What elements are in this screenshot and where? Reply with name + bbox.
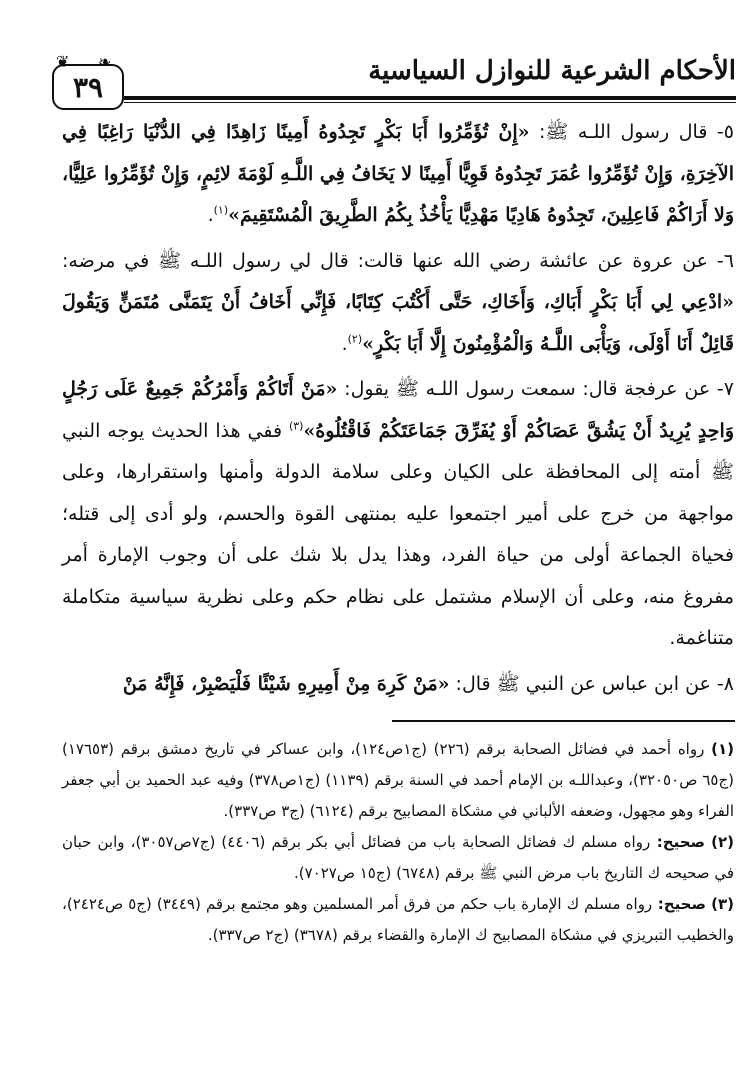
footnote-ref: (٢) <box>347 332 363 346</box>
footnote-number: (٣) <box>711 895 734 913</box>
footnote-2 <box>62 827 734 889</box>
footnote-ref: (٣) <box>288 419 304 433</box>
footnote-grade: صحيح: <box>652 895 706 913</box>
footnote-text: رواه أحمد في فضائل الصحابة برقم (٢٢٦) (ج١ص١٢٤)، وابن عساكر في تاريخ دمشق برقم (١٧٦٥٣) (ج٦٥ ص٣٢٠٥٠)، وعبداللـه بن الإمام أحمد في السنة برقم (١١٣٩) (ج١ص٣٧٨) وفيه عبد الحميد بن أبي جعفر الفراء وهو مجهول، وضعفه الألباني في مشكاة المصابيح برقم (٦١٢٤) (ج٣ ص٣٣٧). <box>62 740 734 820</box>
main-text <box>62 112 734 709</box>
running-title: الأحكام الشرعية للنوازل السياسية <box>368 56 736 86</box>
hadith-7 <box>62 369 734 660</box>
page-number: ٣٩ <box>72 70 104 104</box>
footnote-number: (٢) <box>711 833 735 851</box>
hadith-quote: «مَنْ كَرِهَ مِنْ أَمِيرِهِ شَيْئًا فَلْيَصْبِرْ، فَإِنَّهُ مَنْ <box>122 672 450 695</box>
hadith-commentary: ففي هذا الحديث يوجه النبي ﷺ أمته إلى المحافظة على الكيان وعلى سلامة الدولة وأمنها واستقرارها، وعلى مواجهة من خرج على أمير اجتمعوا عليه بمنتهى القوة والحسم، ولو أدى إلى قتله؛ فحياة الجماعة أولى من حياة الفرد، وهذا يدل بلا شك على أن وجوب الإمارة أمر مفروغ منه، وعلى أن الإسلام مشتمل على نظام حكم وعلى نظرية سياسية متكاملة متناغمة. <box>62 419 734 649</box>
hadith-8 <box>62 664 734 706</box>
footnote-text: رواه مسلم ك فضائل الصحابة باب من فضائل أبي بكر برقم (٤٤٠٦) (ج٧ص٣٠٥٧)، وابن حبان في صحيحه ك التاريخ باب مرض النبي ﷺ برقم (٦٧٤٨) (ج١٥ ص٧٠٢٧). <box>62 833 734 882</box>
page-header <box>0 0 750 110</box>
hadith-intro: ٥- قال رسول اللـه ﷺ: <box>529 121 734 143</box>
footnote-1 <box>62 734 734 827</box>
header-rule-thick <box>124 96 736 100</box>
footnotes <box>62 734 734 951</box>
hadith-quote: «مَنْ أَتَاكُمْ وَأَمْرُكُمْ جَمِيعٌ عَلَى رَجُلٍ وَاحِدٍ يُرِيدُ أَنْ يَشُقَّ عَصَاكُمْ أَوْ يُفَرِّقَ جَمَاعَتَكُمْ فَاقْتُلُوهُ» <box>62 378 734 442</box>
page-number-box <box>52 64 124 110</box>
header-rule-thin <box>124 102 736 103</box>
hadith-intro: ٦- عن عروة عن عائشة رضي الله عنها قالت: قال لي رسول اللـه ﷺ في مرضه: <box>62 249 734 272</box>
footnote-number: (١) <box>711 740 734 758</box>
footnote-3 <box>62 889 734 951</box>
footnote-text: رواه مسلم ك الإمارة باب حكم من فرق أمر المسلمين وهو مجتمع برقم (٣٤٤٩) (ج٥ ص٢٤٢٤)، والخطيب التبريزي في مشكاة المصابيح ك الإمارة والقضاء برقم (٣٦٧٨) (ج٢ ص٣٣٧). <box>62 895 734 944</box>
hadith-6 <box>62 241 734 366</box>
ornament-left-icon: ❦ <box>56 52 70 71</box>
hadith-intro: ٨- عن ابن عباس عن النبي ﷺ قال: <box>449 672 734 695</box>
hadith-quote: «ادْعِي لِي أَبَا بَكْرٍ أَبَاكِ، وَأَخَاكِ، حَتَّى أَكْتُبَ كِتَابًا، فَإِنِّي أَخَافُ أَنْ يَتَمَنَّى مُتَمَنٍّ وَيَقُولَ قَائِلٌ أَنَا أَوْلَى، وَيَأْبَى اللَّـهُ وَالْمُؤْمِنُونَ إِلَّا أَبَا بَكْرٍ» <box>62 291 734 355</box>
hadith-quote: «إِنْ تُؤَمِّرُوا أَبَا بَكْرٍ تَجِدُوهُ أَمِينًا زَاهِدًا فِي الدُّنْيَا رَاغِبًا فِي الآخِرَةِ، وَإِنْ تُؤَمِّرُوا عُمَرَ تَجِدُوهُ قَوِيًّا أَمِينًا لا يَخَافُ فِي اللَّـهِ لَوْمَةَ لائِمٍ، وَإِنْ تُؤَمِّرُوا عَلِيًّا، وَلا أَرَاكُمْ فَاعِلِينَ، تَجِدُوهُ هَادِيًا مَهْدِيًّا يَأْخُذُ بِكُمُ الطَّرِيقَ الْمُسْتَقِيمَ» <box>62 121 734 226</box>
hadith-after: . <box>207 204 214 226</box>
footnote-ref: (١) <box>213 203 229 217</box>
footnote-grade: صحيح: <box>650 833 706 851</box>
ornament-right-icon: ❧ <box>98 52 112 71</box>
hadith-after: . <box>341 332 348 355</box>
hadith-intro: ٧- عن عرفجة قال: سمعت رسول اللـه ﷺ يقول: <box>337 378 734 400</box>
hadith-5 <box>62 112 734 237</box>
footnote-separator <box>392 720 735 722</box>
